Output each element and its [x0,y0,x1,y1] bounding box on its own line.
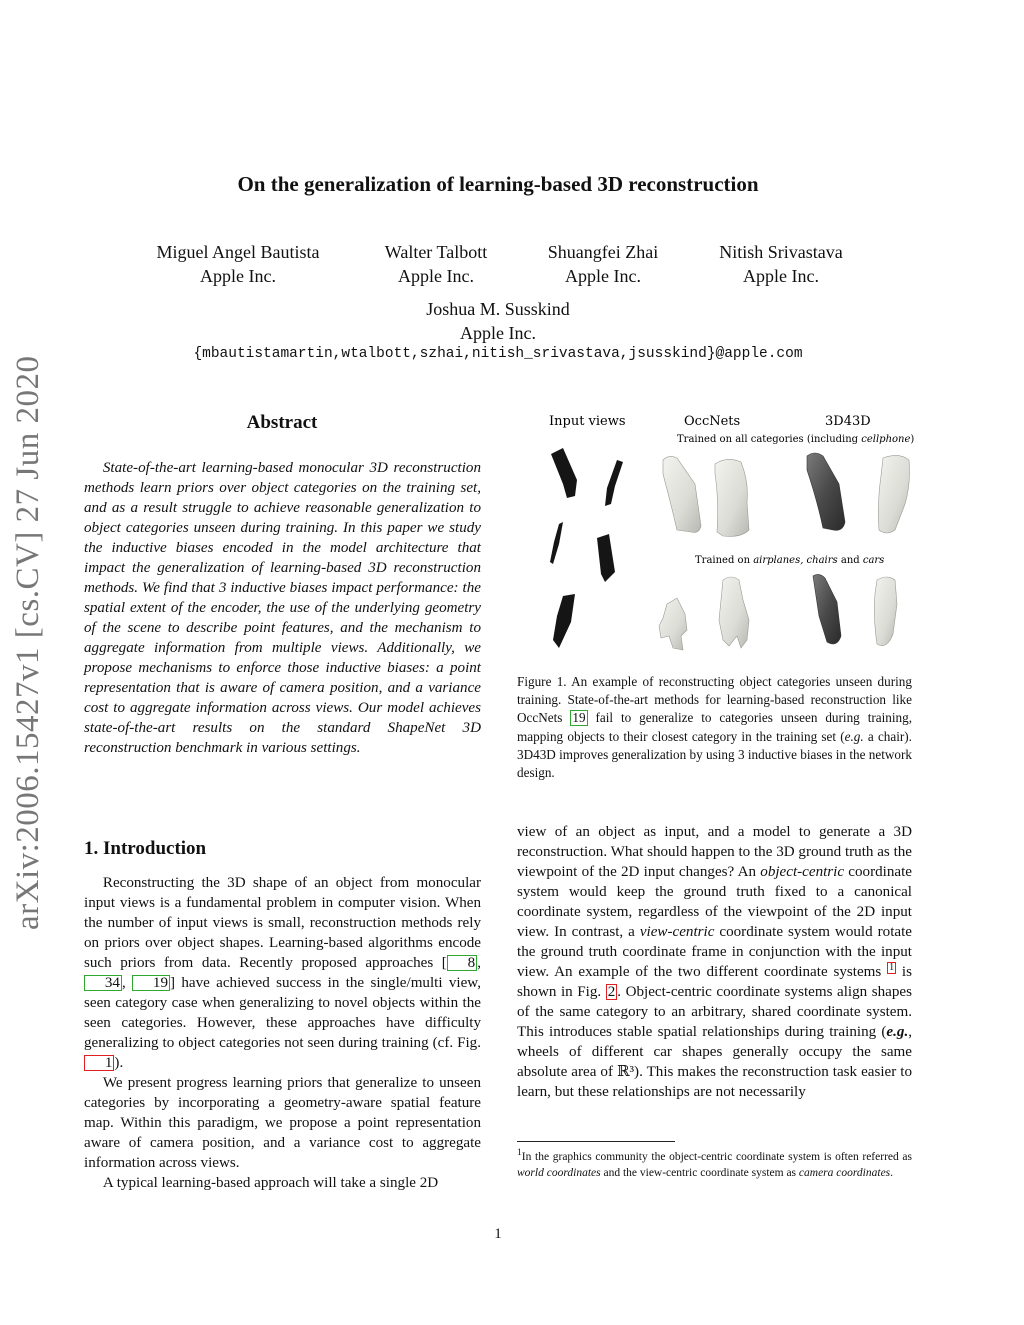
figure-1 [517,404,915,664]
3d43d-reconstruction-row1b [878,455,909,533]
input-view-shapes [550,448,623,648]
author-emails[interactable]: {mbautistamartin,wtalbott,szhai,nitish_srivastava,jsusskind}@apple.com [193,346,803,362]
footnote: $^1$In the graphics community the object-centric coordinate system is often referred as world coordinates and the view-centric coordinate system as camera coordinates. [517,1147,912,1179]
author-block [128,240,348,288]
figure-label-input-views: Input views [549,414,626,429]
section-heading-introduction: 1. Introduction [84,838,207,859]
author-name: Nitish Srivastava [719,242,843,262]
figure-1-illustration [517,404,915,664]
input-view-shape [553,594,575,648]
author-name: Walter Talbott [384,242,488,262]
occnets-reconstruction-row2b [719,577,749,648]
citation-link[interactable]: 19 [572,710,586,726]
citation-link[interactable]: 34 [84,975,122,991]
author-affiliation: Apple Inc. [743,266,819,286]
figure-row1-caption: Trained on all categories (including cellphone) [677,434,915,445]
author-name: Miguel Angel Bautista [156,242,320,262]
figure-ref-link[interactable]: 2 [607,984,616,1001]
input-view-shape [605,460,623,506]
row1-reconstructions [663,453,910,536]
citation-link[interactable]: 8 [447,955,477,971]
input-view-shape [597,534,615,582]
figure-row2-caption: Trained on airplanes, chairs and cars [695,555,885,566]
3d43d-reconstruction-row2b [874,577,897,646]
arxiv-identifier: arXiv:2006.15427v1 [cs.CV] 27 Jun 2020 [10,355,46,930]
abstract-heading: Abstract [246,412,318,433]
abstract-text: State-of-the-art learning-based monocular 3D reconstruction methods learn priors over object categories on the training set, and as a result struggle to achieve reasonable generalization to object categories unseen during training. In this paper we study the inductive biases encoded in the model architecture that impact the generalization of learning-based 3D reconstruction methods. We find that 3 inductive biases impact performance: the spatial extent of the encoder, the use of the underlying geometry of the scene to describe point features, and the mechanism to aggregate information from multiple views. Additionally, we propose mechanisms to enforce those inductive biases: a point representation that is aware of camera position, and a variance cost to aggregate information across views. Our model achieves state-of-the-art results on the standard ShapeNet 3D reconstruction benchmark in various settings. [84,460,481,756]
intro-paragraph: We present progress learning priors that generalize to unseen categories by incorporating a geometry-aware spatial feature map. Within this paradigm, we propose a point representation aware of camera position, and a variance cost to aggregate information across views. [84,1075,481,1171]
occnets-reconstruction-row1b [715,459,749,536]
figure-ref-link[interactable]: 1 [84,1055,114,1071]
intro-paragraph-continued: view of an object as input, and a model to generate a 3D reconstruction. What should happen to the 3D ground truth as the viewpoint of the 2D input changes? An object-centric coordinate system would keep the ground truth fixed to a canonical coordinate system, regardless of the viewpoint of the 2D input view. In contrast, a view-centric coordinate system would rotate the ground truth coordinate frame in conjunction with the input view. An example of the two different coordinate systems $^1$ is shown in Fig. 2 . Object-centric coordinate systems align shapes of the same category to an arbitrary, shared coordinate system. This introduces stable spatial relationships during training (e.g., wheels of different car shapes generally occupy the same absolute area of ℝ³). This makes the reconstruction task easier to learn, but these relationships are not necessarily [517,824,913,1101]
author-affiliation: Apple Inc. [565,266,641,286]
citation-link[interactable]: 19 [132,975,170,991]
figure-label-3d43d: 3D43D [825,414,871,429]
input-view-shape [551,448,577,498]
occnets-reconstruction-row1a [663,456,701,532]
author-name: Joshua M. Susskind [426,299,570,319]
introduction-left-column [84,873,481,1193]
3d43d-reconstruction-row2a [813,574,841,644]
footnote-ref-link[interactable]: 1 [889,962,895,973]
author-block [388,297,608,345]
author-affiliation: Apple Inc. [398,266,474,286]
introduction-right-column [517,822,912,1102]
occnets-reconstruction-row2a [659,598,687,650]
input-view-shape [550,522,563,564]
intro-paragraph: A typical learning-based approach will take a single 2D [102,1175,439,1191]
page-number: 1 [494,1226,502,1242]
abstract-body [84,458,481,758]
author-affiliation: Apple Inc. [200,266,276,286]
figure-1-caption: Figure 1. An example of reconstructing object categories unseen during training. State-of-the-art methods for learning-based reconstruction like OccNets 19 fail to generalize to categories unseen during training, mapping objects to their closest category in the training set (e.g. a chair). 3D43D improves generalization by using 3 inductive biases in the network design. [517,674,913,781]
author-name: Shuangfei Zhai [547,242,659,262]
row2-reconstructions [659,574,897,650]
footnote-divider [517,1141,675,1142]
figure-label-occnets: OccNets [684,414,741,429]
author-block [671,240,891,288]
3d43d-reconstruction-row1a [807,453,845,530]
paper-title: On the generalization of learning-based 3D reconstruction [237,172,759,196]
author-affiliation: Apple Inc. [460,323,536,343]
intro-paragraph: Reconstructing the 3D shape of an object from monocular input views is a fundamental problem in computer vision. When the number of input views is small, reconstruction methods rely on priors over object shapes. Learning-based algorithms encode such priors from data. Recently proposed approaches [ 8 , 34 , 19 ] have achieved success in the single/multi view, seen category case when generalizing to novel objects within the seen categories. However, these approaches have difficulty generalizing to object categories not seen during training (cf. Fig. 1 ). [84,875,481,1071]
